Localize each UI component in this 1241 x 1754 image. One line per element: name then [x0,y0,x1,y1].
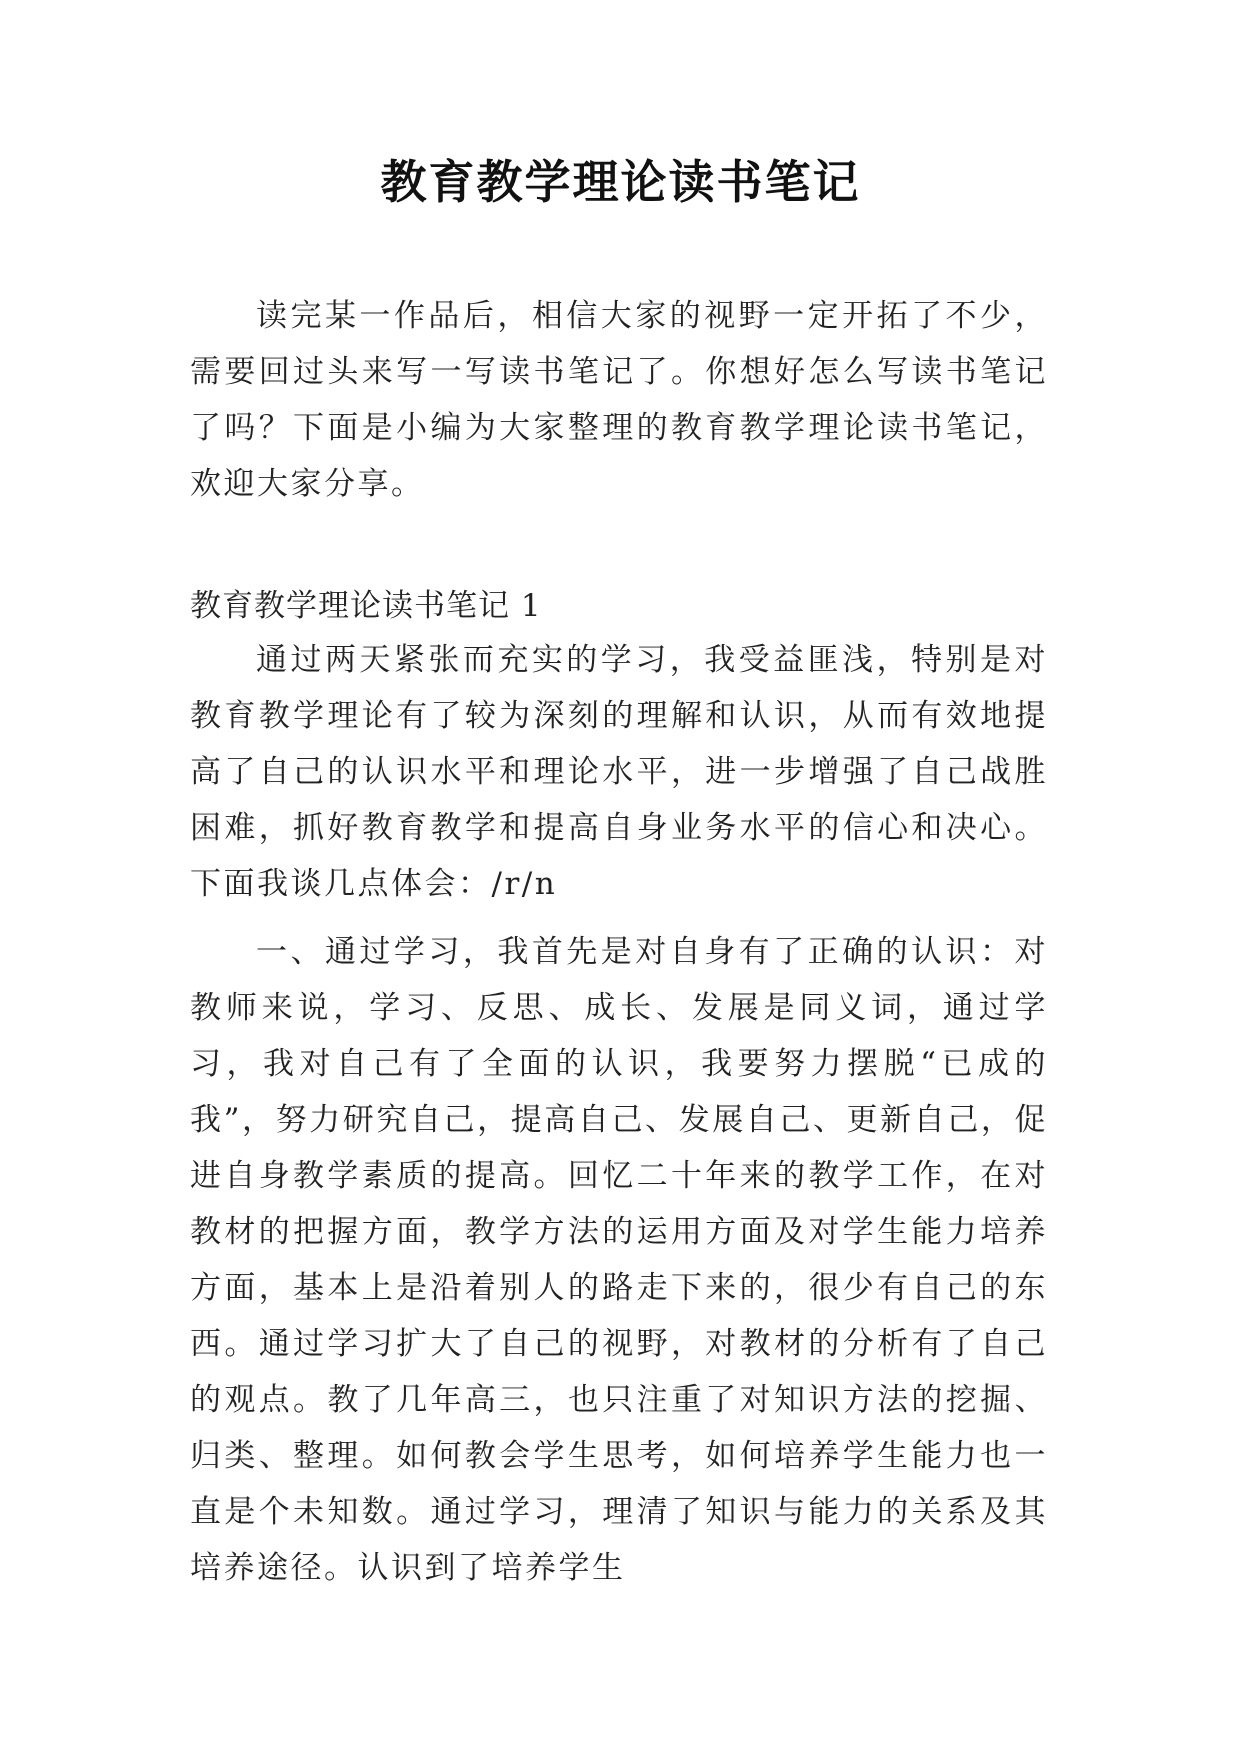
intro-paragraph: 读完某一作品后，相信大家的视野一定开拓了不少，需要回过头来写一写读书笔记了。你想好怎么写读书笔记了吗？下面是小编为大家整理的教育教学理论读书笔记，欢迎大家分享。 [190,298,1048,502]
section-heading: 教育教学理论读书笔记 1 [190,588,542,624]
body-paragraph-1: 通过两天紧张而充实的学习，我受益匪浅，特别是对教育教学理论有了较为深刻的理解和认识，从而有效地提高了自己的认识水平和理论水平，进一步增强了自己战胜困难，抓好教育教学和提高自身业务水平的信心和决心。下面我谈几点体会：/r/n [190,642,1048,902]
body-paragraph-2: 一、通过学习，我首先是对自身有了正确的认识：对教师来说，学习、反思、成长、发展是同义词，通过学习，我对自己有了全面的认识，我要努力摆脱“已成的我”，努力研究自己，提高自己、发展自己、更新自己，促进自身教学素质的提高。回忆二十年来的教学工作，在对教材的把握方面，教学方法的运用方面及对学生能力培养方面，基本上是沿着别人的路走下来的，很少有自己的东西。通过学习扩大了自己的视野，对教材的分析有了自己的观点。教了几年高三，也只注重了对知识方法的挖掘、归类、整理。如何教会学生思考，如何培养学生能力也一直是个未知数。通过学习，理清了知识与能力的关系及其培养途径。认识到了培养学生 [190,934,1048,1586]
page-title: 教育教学理论读书笔记 [380,155,861,209]
